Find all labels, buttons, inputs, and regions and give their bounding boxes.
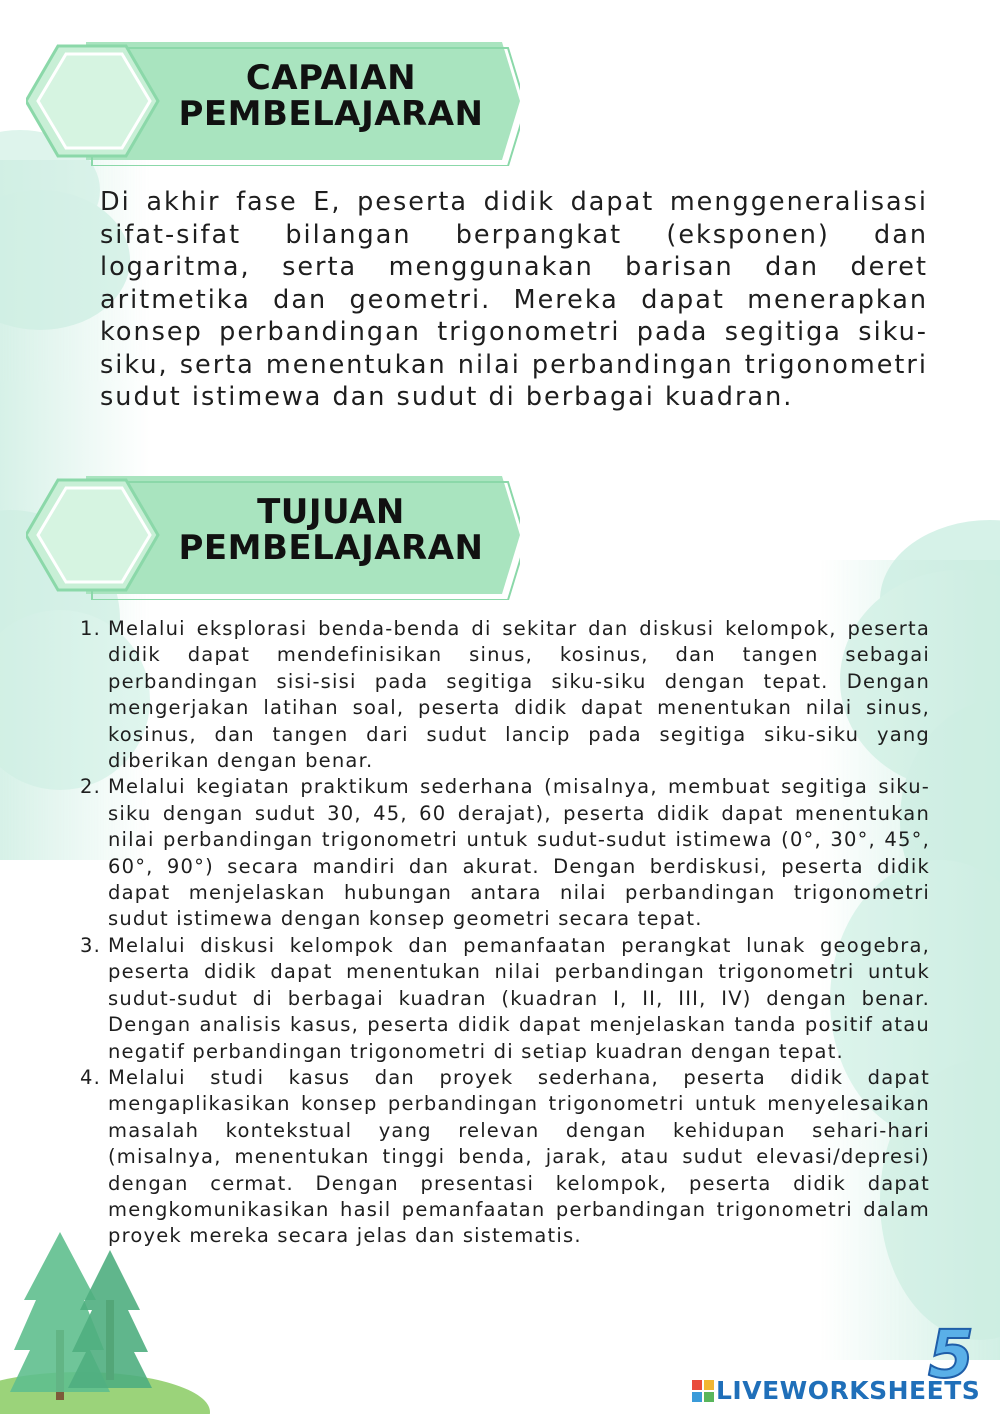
capaian-title bbox=[154, 60, 508, 132]
objective-item bbox=[80, 933, 930, 1065]
page-number: 5 bbox=[928, 1316, 974, 1393]
capaian-title-line2: PEMBELAJARAN bbox=[178, 94, 484, 134]
objective-number: 4. bbox=[80, 1065, 102, 1089]
tujuan-title bbox=[154, 494, 508, 566]
objective-text: Melalui eksplorasi benda-benda di sekitar dan diskusi kelompok, peserta didik dapat mendefinisikan sinus, kosinus, dan tangen sebagai perbandingan sisi-sisi pada segitiga siku-siku dengan tepat. Dengan mengerjakan latihan soal, peserta didik dapat menentukan nilai sinus, kosinus, dan tangen dari sudut lancip pada segitiga siku-siku yang diberikan dengan benar. bbox=[108, 617, 930, 773]
liveworksheets-logo-icon bbox=[692, 1380, 714, 1402]
liveworksheets-logo[interactable] bbox=[692, 1376, 980, 1405]
objective-text: Melalui kegiatan praktikum sederhana (misalnya, membuat segitiga siku-siku dengan sudut 30, 45, 60 derajat), peserta didik dapat menentukan nilai perbandingan trigonometri untuk sudut-sudut istimewa (0°, 30°, 45°, 60°, 90°) secara mandiri dan akurat. Dengan berdiskusi, peserta didik dapat menjelaskan hubungan antara nilai perbandingan trigonometri sudut istimewa dengan konsep geometri secara tepat. bbox=[108, 775, 930, 931]
objective-item bbox=[80, 616, 930, 774]
capaian-title-line1: CAPAIAN bbox=[245, 58, 417, 98]
objective-number: 3. bbox=[80, 933, 102, 957]
trees-illustration bbox=[0, 1232, 210, 1414]
capaian-banner bbox=[26, 36, 520, 166]
objective-item bbox=[80, 1065, 930, 1250]
capaian-paragraph: Di akhir fase E, peserta didik dapat menggeneralisasi sifat-sifat bilangan berpangkat (eksponen) dan logaritma, serta menggunakan barisan dan deret aritmetika dan geometri. Mereka dapat menerapkan konsep perbandingan trigonometri pada segitiga siku-siku, serta menentukan nilai perbandingan trigonometri sudut istimewa dan sudut di berbagai kuadran. bbox=[100, 187, 928, 412]
objective-number: 1. bbox=[80, 617, 102, 640]
tujuan-title-line2: PEMBELAJARAN bbox=[178, 528, 484, 568]
tujuan-banner bbox=[26, 470, 520, 600]
objective-item bbox=[80, 774, 930, 932]
objective-text: Melalui studi kasus dan proyek sederhana, peserta didik dapat mengaplikasikan konsep perbandingan trigonometri untuk menyelesaikan masalah kontekstual yang relevan dengan kehidupan sehari-hari (misalnya, menentukan tinggi benda, jarak, atau sudut elevasi/depresi) dengan cermat. Dengan presentasi kelompok, peserta didik dapat mengkomunikasikan hasil pemanfaatan perbandingan trigonometri dalam proyek mereka secara jelas dan sistematis. bbox=[108, 1065, 930, 1248]
objectives-list bbox=[80, 616, 930, 1250]
tujuan-title-line1: TUJUAN bbox=[257, 492, 405, 532]
objective-text: Melalui diskusi kelompok dan pemanfaatan perangkat lunak geogebra, peserta didik dapat menentukan nilai perbandingan trigonometri untuk sudut-sudut di berbagai kuadran (kuadran I, II, III, IV) dengan benar. Dengan analisis kasus, peserta didik dapat menjelaskan tanda positif atau negatif perbandingan trigonometri di setiap kuadran dengan tepat. bbox=[108, 933, 930, 1063]
liveworksheets-logo-text: LIVEWORKSHEETS bbox=[716, 1376, 981, 1405]
objective-number: 2. bbox=[80, 775, 102, 799]
